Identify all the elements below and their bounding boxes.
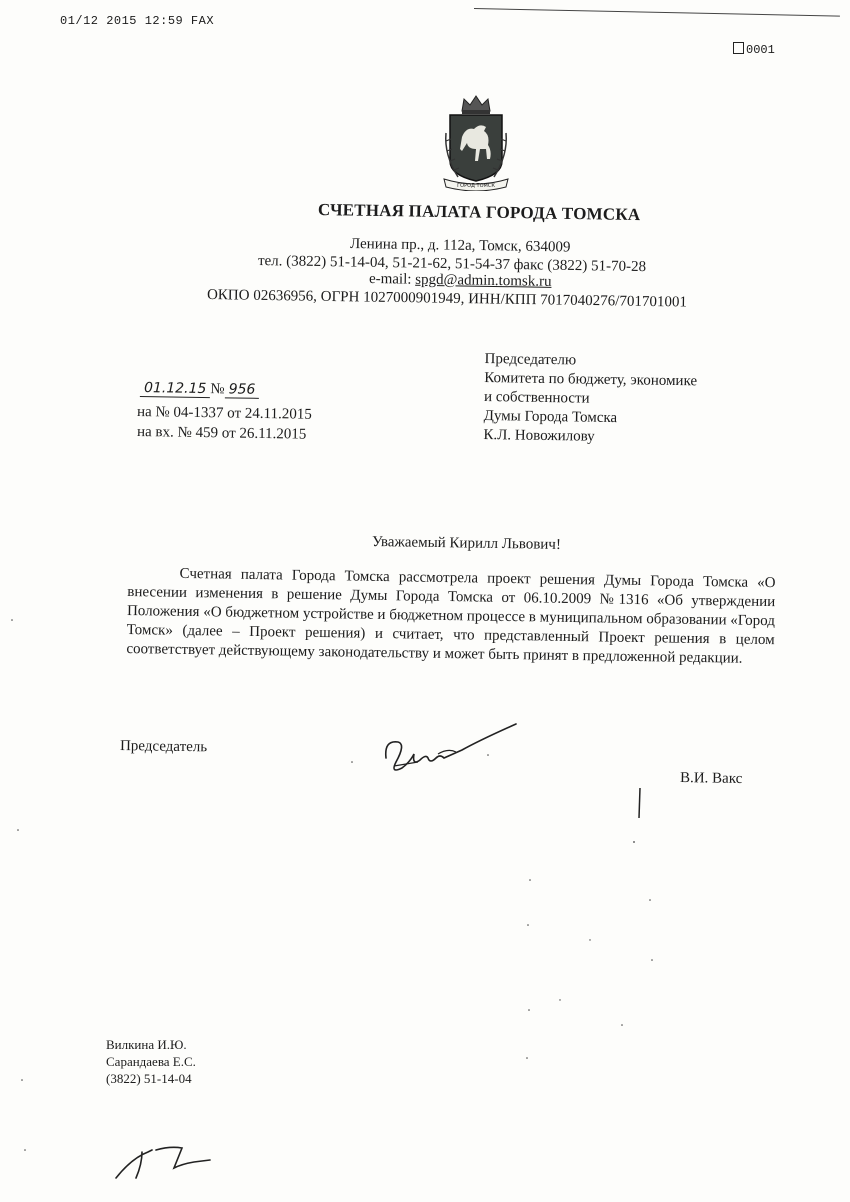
reference-line-2: на вх. № 459 от 26.11.2015 <box>136 424 307 443</box>
letter-body: Счетная палата Города Томска рассмотрела проект решения Думы Города Томска «О внесении изменения в решение Думы Города Томска от 06.10.2009 №1316 «Об утверждении Положения «О бюджетном устройстве и бюджетном процессе в муниципальном образовании «Город Томск» (далее – Проект решения) и считает, что представленный Проект решения в целом соответствует действующему законодательству и может быть принят в предложенной редакции. <box>126 565 776 667</box>
org-email-link[interactable]: spgd@admin.tomsk.ru <box>415 271 552 290</box>
executors-block <box>106 1036 196 1087</box>
outgoing-date-handwritten: 01.12.15 <box>140 380 211 398</box>
recipient-line: и собственности <box>483 389 590 407</box>
executor-line: Сарандаева Е.С. <box>106 1054 196 1069</box>
signatory-name: В.И. Вакс <box>679 770 743 787</box>
signatory-title: Председатель <box>119 738 208 756</box>
executor-line: (3822) 51-14-04 <box>106 1071 192 1086</box>
fax-page-number-value: 0001 <box>746 43 775 57</box>
fax-header: 01/12 2015 12:59 FAX <box>60 14 215 28</box>
fax-page-number <box>733 42 775 57</box>
handwritten-signature <box>376 718 526 788</box>
letter-greeting: Уважаемый Кирилл Львович! <box>371 534 562 553</box>
emblem-ribbon-text: ГОРОД ТОМСК <box>457 183 495 189</box>
org-registration: ОКПО 02636956, ОГРН 1027000901949, ИНН/КПП 7017040276/701701001 <box>206 287 688 311</box>
org-address: Ленина пр., д. 112а, Томск, 634009 <box>349 236 571 256</box>
handwritten-initials <box>112 1138 222 1182</box>
email-label: e-mail: <box>368 271 416 288</box>
recipient-line: Председателю <box>484 351 577 369</box>
reference-line-1: на № 04-1337 от 24.11.2015 <box>136 404 312 423</box>
org-email-line <box>369 271 552 291</box>
recipient-block <box>483 350 754 449</box>
recipient-line: Думы Города Томска <box>483 407 618 427</box>
tomsk-coat-of-arms-emblem <box>440 93 512 191</box>
executor-line: Вилкина И.Ю. <box>106 1037 187 1052</box>
outgoing-number-label: № <box>210 381 225 398</box>
outgoing-number-handwritten: 956 <box>225 381 260 399</box>
org-phones: тел. (3822) 51-14-04, 51-21-62, 51-54-37 факс (3822) 51-70-28 <box>257 253 647 276</box>
recipient-line: К.Л. Новожилову <box>483 426 595 445</box>
recipient-line: Комитета по бюджету, экономике <box>484 370 698 390</box>
fax-header-rule <box>474 8 840 17</box>
org-name: СЧЕТНАЯ ПАЛАТА ГОРОДА ТОМСКА <box>317 200 641 225</box>
fax-page-box-icon <box>733 42 744 54</box>
outgoing-number <box>140 380 260 399</box>
